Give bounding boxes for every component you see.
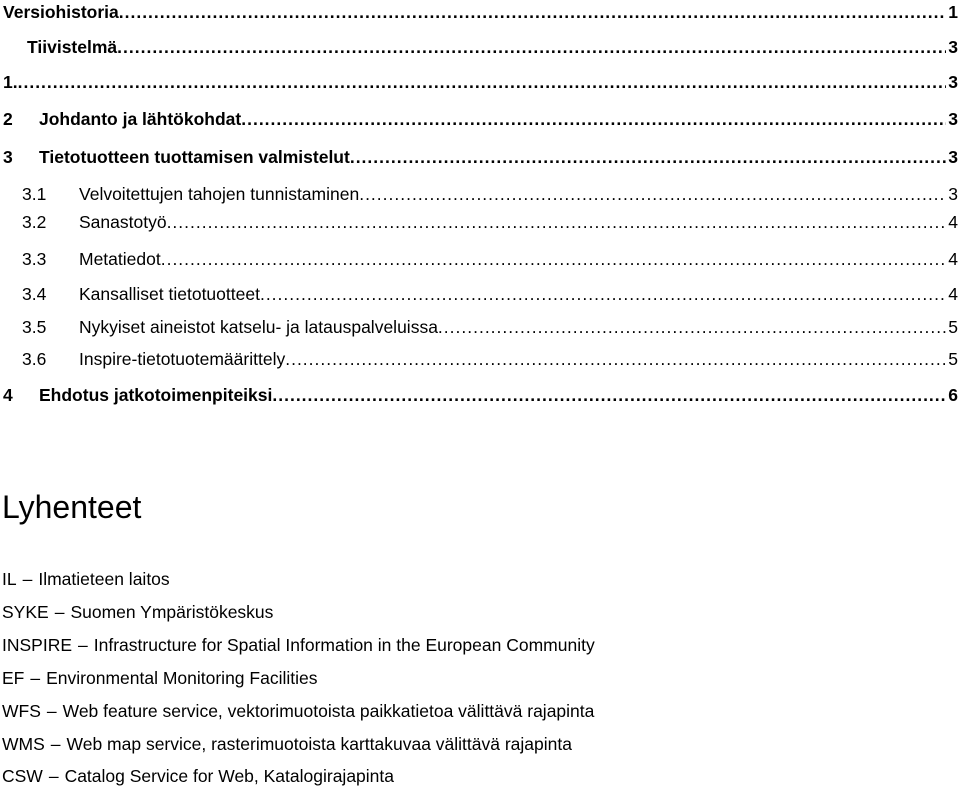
toc-entry[interactable] [0, 210, 960, 234]
abbreviation-dash: – [46, 701, 57, 721]
abbreviation-definition: Ilmatieteen laitos [38, 569, 170, 589]
abbreviation-dash: – [22, 569, 33, 589]
abbreviation-term: IL [2, 569, 17, 589]
abbreviation-item [2, 764, 394, 788]
toc-entry-title: Tietotuotteen tuottamisen valmistelut [39, 147, 350, 167]
toc-entry[interactable] [0, 383, 960, 407]
toc-entry-title: Kansalliset tietotuotteet [79, 284, 260, 304]
toc-entry-title: Tiivistelmä [27, 37, 118, 57]
abbreviation-term: CSW [2, 766, 43, 786]
toc-entry[interactable] [0, 347, 960, 371]
toc-leader [272, 383, 946, 407]
toc-entry-page: 3 [948, 147, 958, 167]
toc-entry-page: 4 [948, 249, 958, 269]
toc-entry-number: 4 [3, 385, 13, 405]
abbreviation-definition: Web map service, rasterimuotoista karttakuvaa välittävä rajapinta [66, 734, 572, 754]
abbreviation-item [2, 732, 572, 756]
toc-entry-page: 5 [948, 317, 958, 337]
toc-entry-page: 4 [948, 284, 958, 304]
toc-leader [350, 145, 946, 169]
abbreviation-item [2, 633, 595, 657]
toc-entry-title: Johdanto ja lähtökohdat [39, 109, 242, 129]
toc-entry[interactable] [0, 107, 960, 131]
toc-entry-number: 3.5 [22, 317, 47, 337]
abbreviation-dash: – [50, 734, 61, 754]
abbreviation-dash: – [30, 668, 41, 688]
toc-leader [359, 182, 946, 206]
toc-entry[interactable] [0, 247, 960, 271]
abbreviation-dash: – [78, 635, 88, 655]
toc-leader [119, 0, 947, 24]
abbreviation-term: INSPIRE [2, 635, 73, 655]
toc-entry[interactable] [0, 35, 960, 59]
toc-entry-page: 5 [948, 349, 958, 369]
toc-entry-number: 3 [3, 147, 13, 167]
toc-entry[interactable] [0, 70, 960, 94]
toc-entry-number: 2 [3, 109, 13, 129]
toc-entry-title: Nykyiset aineistot katselu- ja latauspalveluissa [79, 317, 438, 337]
toc-leader [260, 282, 946, 306]
toc-entry-number: 3.1 [22, 184, 47, 204]
toc-entry-title: Velvoitettujen tahojen tunnistaminen [79, 184, 360, 204]
toc-entry[interactable] [0, 182, 960, 206]
toc-leader [438, 315, 946, 339]
toc-entry-number: 3.3 [22, 249, 47, 269]
toc-entry-page: 3 [948, 72, 958, 92]
toc-entry[interactable] [0, 282, 960, 306]
abbreviation-item [2, 666, 317, 690]
toc-entry-number: 3.4 [22, 284, 47, 304]
toc-leader [18, 70, 947, 94]
toc-leader [285, 347, 946, 371]
toc-leader [241, 107, 946, 131]
abbreviation-term: SYKE [2, 602, 49, 622]
abbreviation-item [2, 699, 594, 723]
toc-entry-title: Sanastotyö [79, 212, 167, 232]
toc-leader [161, 247, 947, 271]
abbreviations-heading: Lyhenteet [2, 489, 142, 525]
abbreviation-item [2, 567, 170, 591]
toc-entry-page: 3 [948, 37, 958, 57]
toc-entry-title: Inspire-tietotuotemäärittely [79, 349, 286, 369]
abbreviation-term: WMS [2, 734, 45, 754]
toc-entry[interactable] [0, 0, 960, 24]
abbreviation-definition: Web feature service, vektorimuotoista paikkatietoa välittävä rajapinta [62, 701, 595, 721]
toc-entry-number: 1. [3, 72, 18, 92]
toc-leader [117, 35, 946, 59]
abbreviation-dash: – [54, 602, 65, 622]
toc-entry-title: Ehdotus jatkotoimenpiteiksi [39, 385, 273, 405]
abbreviation-definition: Infrastructure for Spatial Information in the European Community [93, 635, 595, 655]
toc-entry[interactable] [0, 145, 960, 169]
toc-entry-title: Versiohistoria [3, 2, 119, 22]
toc-entry-page: 3 [948, 184, 958, 204]
toc-entry[interactable] [0, 315, 960, 339]
abbreviation-definition: Environmental Monitoring Facilities [46, 668, 318, 688]
abbreviation-definition: Suomen Ympäristökeskus [70, 602, 274, 622]
toc-entry-number: 3.2 [22, 212, 47, 232]
abbreviation-dash: – [48, 766, 59, 786]
abbreviation-term: EF [2, 668, 25, 688]
toc-entry-title: Metatiedot [79, 249, 161, 269]
toc-entry-page: 1 [948, 2, 958, 22]
abbreviation-definition: Catalog Service for Web, Katalogirajapinta [64, 766, 395, 786]
toc-entry-page: 4 [948, 212, 958, 232]
abbreviation-term: WFS [2, 701, 41, 721]
abbreviation-item [2, 600, 273, 624]
toc-entry-number: 3.6 [22, 349, 47, 369]
toc-entry-page: 3 [948, 109, 958, 129]
toc-entry-page: 6 [948, 385, 958, 405]
toc-leader [167, 210, 947, 234]
